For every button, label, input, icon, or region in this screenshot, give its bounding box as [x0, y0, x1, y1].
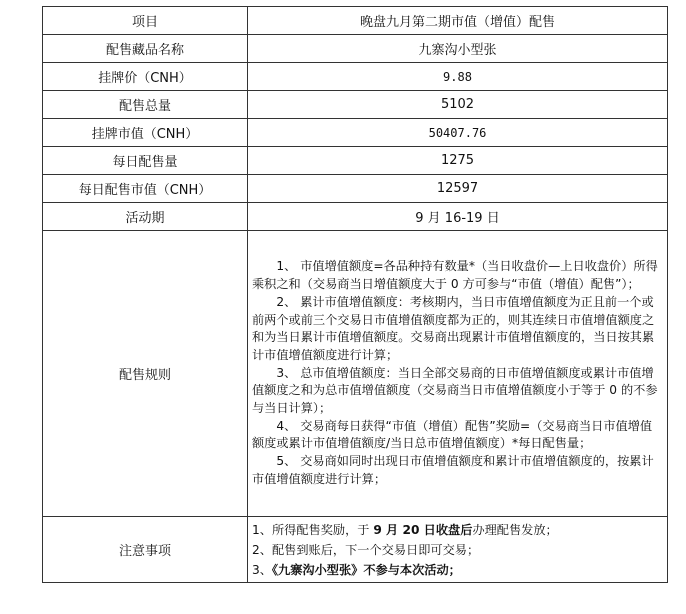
rule-paragraph-1: 1、 市值增值额度=各品种持有数量*（当日收盘价—上日收盘价）所得乘积之和（交易商当日增值额度大于 0 方可参与“市值（增值）配售”）；: [252, 259, 658, 292]
table-row: [43, 231, 668, 517]
table-row: [43, 203, 668, 231]
table-row: [43, 35, 668, 63]
row-value-daily-market-value: 12597: [248, 175, 668, 203]
row-value-activity-period: 9 月 16-19 日: [248, 203, 668, 231]
rules-text: [248, 231, 668, 517]
table-row: [43, 119, 668, 147]
note-2: 2、配售到账后，下一个交易日即可交易；: [252, 542, 480, 557]
row-value-daily-allocation: 1275: [248, 147, 668, 175]
table-row: [43, 517, 668, 583]
note-3-prefix: 3、: [252, 562, 272, 577]
row-label-listing-price: 挂牌价（CNH）: [43, 63, 248, 91]
note-1-date: 9 月 20 日收盘后: [373, 522, 473, 537]
note-3-exclusion: 《九寨沟小型张》不参与本次活动；: [271, 562, 461, 577]
notes-text: [248, 517, 668, 583]
table-row: [43, 175, 668, 203]
row-value-item: 晚盘九月第二期市值（增值）配售: [248, 7, 668, 35]
row-label-total-allocation: 配售总量: [43, 91, 248, 119]
row-label-product: 配售藏品名称: [43, 35, 248, 63]
notes-label: 注意事项: [43, 517, 248, 583]
rule-paragraph-2: 2、 累计市值增值额度：考核期内，当日市值增值额度为正且前一个或前两个或前三个交易日市值增值额度都为正的，则其连续日市值增值额度之和为当日累计市值增值额度。交易商出现累计市值增值额度的，当日按其累计市值增值额度进行计算；: [252, 294, 655, 362]
table-row: [43, 147, 668, 175]
rules-label: 配售规则: [43, 231, 248, 517]
row-label-listing-market-value: 挂牌市值（CNH）: [43, 119, 248, 147]
row-label-daily-allocation: 每日配售量: [43, 147, 248, 175]
row-value-listing-price: 9.88: [248, 63, 668, 91]
table-row: [43, 91, 668, 119]
row-label-activity-period: 活动期: [43, 203, 248, 231]
rule-paragraph-3: 3、 总市值增值额度：当日全部交易商的日市值增值额度或累计市值增值额度之和为总市值增值额度（交易商当日市值增值额度小于等于 0 的不参与当日计算）；: [252, 365, 658, 416]
row-label-item: 项目: [43, 7, 248, 35]
note-1: [252, 520, 663, 540]
note-3: [252, 560, 663, 580]
allocation-table: [42, 6, 668, 583]
table-row: [43, 7, 668, 35]
row-value-listing-market-value: 50407.76: [248, 119, 668, 147]
table-row: [43, 63, 668, 91]
row-label-daily-market-value: 每日配售市值（CNH）: [43, 175, 248, 203]
rule-paragraph-5: 5、 交易商如同时出现日市值增值额度和累计市值增值额度的，按累计市值增值额度进行计算；: [252, 454, 654, 486]
row-value-total-allocation: 5102: [248, 91, 668, 119]
note-1-suffix: 办理配售发放；: [472, 522, 558, 537]
note-1-prefix: 1、所得配售奖励，于: [252, 522, 374, 537]
rule-paragraph-4: 4、 交易商每日获得“市值（增值）配售”奖励=（交易商当日市值增值额度或累计市值增值额度/当日总市值增值额度）*每日配售量；: [252, 418, 653, 451]
row-value-product: 九寨沟小型张: [248, 35, 668, 63]
